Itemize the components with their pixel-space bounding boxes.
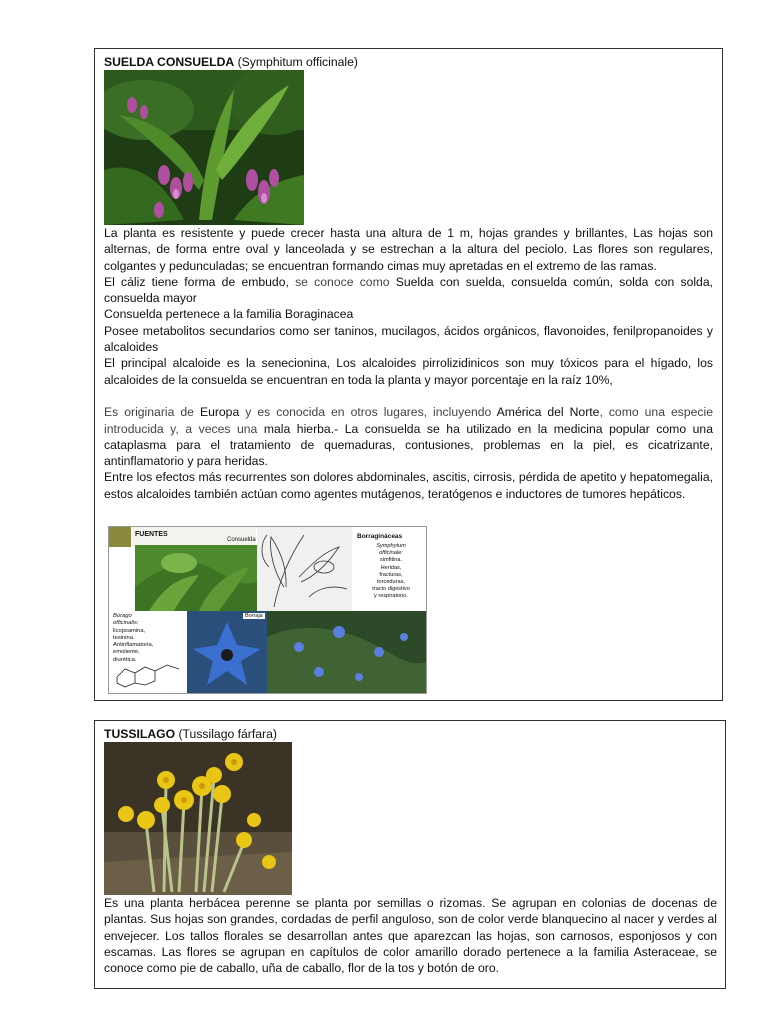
consuelda-paragraph-3: Consuelda pertenece a la familia Boraginacea	[104, 307, 354, 322]
tussilago-scientific-name: (Tussilago fárfara)	[175, 727, 277, 741]
consuelda-scientific-name: (Symphitum officinale)	[234, 55, 358, 69]
consuelda-heading	[104, 55, 358, 70]
borago-line: Antinflamatoria,	[113, 642, 154, 649]
borraginaceas-label: Borragináceas	[357, 533, 403, 540]
consuelda-paragraph-6	[104, 404, 713, 469]
uses-text: .- La consuelda se ha utilizado en la medicina popular como una cataplasma para el tratamiento de quemaduras, contusiones, problemas en la piel, es cicatrizante, antinflamatorio y para heridas.	[104, 421, 713, 469]
consuelda-paragraph-2	[104, 274, 713, 307]
tussilago-heading	[104, 727, 277, 742]
consuelda-description	[104, 225, 713, 502]
borago-line: emoliente,	[113, 649, 140, 656]
symph-line: y respiratorio.	[374, 593, 408, 600]
tussilago-paragraph-1: Es una planta herbácea perenne se planta por semillas o rizomas. Se agrupan en colonias de docenas de plantas. Sus hojas son grandes, cordadas de perfil anguloso, son de color verde blanquecino al nacer y verdes al envejecer. Los tallos florales se desarrollan antes que aparezcan las hojas, son carnosos, esponjosos y con escamas. Las flores se agrupan en capítulos de color amarillo dorado pertenece a la familia Asteraceae, se conoce como pie de caballo, uña de caballo, flor de la tos y botón de oro.	[104, 896, 717, 976]
symph-line: Heridas,	[380, 564, 402, 571]
borago-line: diurética.	[113, 656, 137, 663]
symph-line: Symphytum	[376, 543, 406, 549]
consuelda-title: SUELDA CONSUELDA	[104, 55, 235, 69]
europe-link-text: Europa	[193, 405, 240, 420]
tussilago-photo	[104, 742, 292, 895]
consuelda-card	[94, 48, 723, 701]
known-elsewhere-text: y es conocida en otros lugares, incluyendo	[239, 405, 492, 420]
consuelda-label: Consuelda	[227, 537, 256, 543]
weed-link-text: mala hierba	[257, 421, 331, 436]
fuentes-label: FUENTES	[135, 531, 168, 538]
tussilago-description	[104, 895, 717, 976]
symph-line: simfitina.	[379, 557, 403, 564]
consuelda-paragraph-5: El principal alcaloide es la senecionina, Los alcaloides pirrolizidinicos son muy tóxicos para el hígado, los alcaloides de la consuelda se encuentran en toda la planta y mayor porcentaje en la raíz 10%,	[104, 356, 713, 387]
north-america-link-text: América del Norte	[491, 405, 600, 420]
symphytum-note	[361, 543, 421, 601]
borraja-label: Borraja	[245, 613, 263, 619]
tussilago-card	[94, 720, 726, 989]
borago-line: Borago	[113, 613, 132, 619]
consuelda-paragraph-7: Entre los efectos más recurrentes son dolores abdominales, ascitis, cirrosis, pérdida de apetito y hepatomegalia, estos alcaloides también actúan como agentes mutágenos, teratógenos e inductores de tumores hepáticos.	[104, 470, 713, 501]
known-as-text: se conoce como	[288, 274, 390, 289]
introduced-text: , como una especie introducida y, a veces una	[104, 405, 713, 436]
common-names-text: Suelda con suelda, consuelda común, solda con solda, consuelda mayor	[104, 274, 713, 306]
origin-text: Es originaria de	[104, 405, 194, 420]
consuelda-photo	[104, 70, 304, 225]
symph-line: torceduras,	[377, 579, 405, 586]
spacer	[104, 388, 713, 404]
symph-line: officinale:	[379, 550, 403, 557]
borago-line: licopsamina,	[113, 627, 146, 634]
borago-note	[113, 613, 185, 664]
borago-line: tesinina.	[113, 634, 135, 641]
symph-line: fracturas,	[379, 571, 403, 578]
consuelda-paragraph-1: La planta es resistente y puede crecer hasta una altura de 1 m, hojas grandes y brillantes, Las hojas son alternas, de forma entre oval y lanceolada y se estrechan a la altura del peciolo. Las flores son regulares, colgantes y pedunculadas; se encuentran formando cimas muy apretadas en el extremo de las ramas.	[104, 226, 713, 273]
consuelda-paragraph-4: Posee metabolitos secundarios como ser taninos, mucilagos, ácidos orgánicos, flavonoides, fenilpropanoides y alcaloides	[104, 323, 713, 355]
tussilago-title: TUSSILAGO	[104, 727, 176, 741]
calyx-text: El cáliz tiene forma de embudo,	[104, 274, 289, 289]
fuentes-figure	[108, 526, 427, 694]
borago-line: officinalis:	[113, 620, 139, 627]
symph-line: tracto digestivo	[372, 586, 410, 593]
